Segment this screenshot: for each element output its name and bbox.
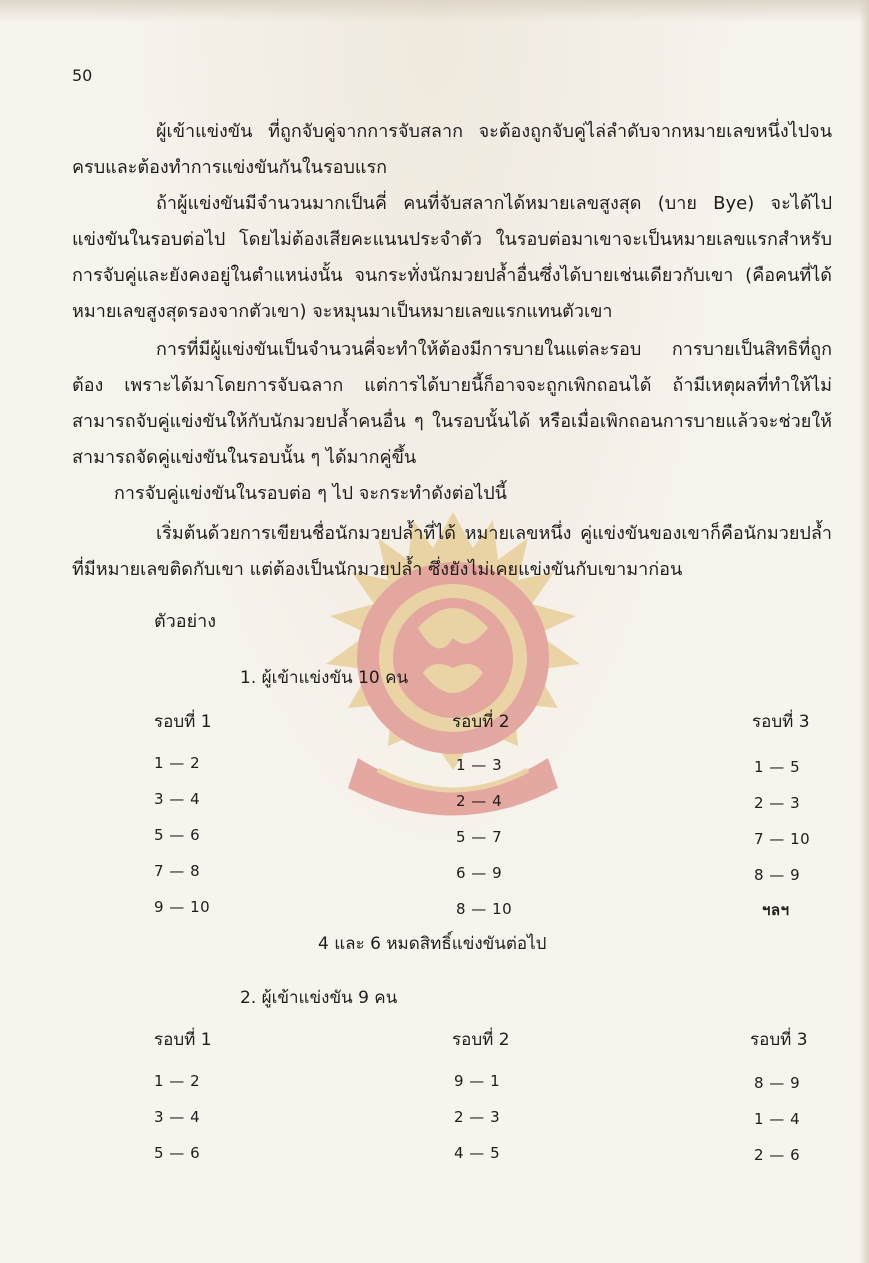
paragraph-4: การจับคู่แข่งขันในรอบต่อ ๆ ไป จะกระทำดังต่อไปนี้ [114, 483, 507, 504]
example-1-round-2-pair: 6 — 9 [456, 864, 503, 882]
example-1-round-1-pair: 3 — 4 [154, 790, 201, 808]
example-2-round-3-pair: 8 — 9 [754, 1074, 801, 1092]
example-1-round-1-label: รอบที่ 1 [154, 712, 212, 732]
example-2-round-2-label: รอบที่ 2 [452, 1030, 510, 1050]
example-2-round-1-pair: 3 — 4 [154, 1108, 201, 1126]
example-1-round-1-pair: 1 — 2 [154, 754, 201, 772]
example-2-round-1-pair: 1 — 2 [154, 1072, 201, 1090]
example-1-round-3-pair: 8 — 9 [754, 866, 801, 884]
example-1-round-2-pair: 1 — 3 [456, 756, 503, 774]
example-1-round-3-pair: 1 — 5 [754, 758, 801, 776]
page-number: 50 [72, 66, 93, 85]
example-1-round-2-pair: 8 — 10 [456, 900, 513, 918]
scan-shadow-right [859, 0, 869, 1263]
example-2-round-3-label: รอบที่ 3 [750, 1030, 808, 1050]
example-label: ตัวอย่าง [154, 611, 217, 632]
example-1-title: 1. ผู้เข้าแข่งขัน 10 คน [240, 668, 409, 688]
example-1-round-2-pair: 5 — 7 [456, 828, 503, 846]
paragraph-3: การที่มีผู้แข่งขันเป็นจำนวนคี่จะทำให้ต้องมีการบายในแต่ละรอบ การบายเป็นสิทธิที่ถูกต้อง เพราะได้มาโดยการจับฉลาก แต่การได้บายนี้ก็อาจจะถูกเพิกถอนได้ ถ้ามีเหตุผลที่ทำให้ไม่สามารถจับคู่แข่งขันให้กับนักมวยปล้ำคนอื่น ๆ ในรอบนั้นได้ หรือเมื่อเพิกถอนการบายแล้วจะช่วยให้สามารถจัดคู่แข่งขันในรอบนั้น ๆ ได้มากคู่ขึ้น [72, 339, 832, 468]
example-2-round-2-pair: 4 — 5 [454, 1144, 501, 1162]
example-2-title: 2. ผู้เข้าแข่งขัน 9 คน [240, 988, 398, 1008]
example-1-note: 4 และ 6 หมดสิทธิ์แข่งขันต่อไป [318, 934, 547, 954]
example-2-round-2-pair: 2 — 3 [454, 1108, 501, 1126]
example-1-round-3-etc: ฯลฯ [762, 901, 790, 919]
example-1-round-2-label: รอบที่ 2 [452, 712, 510, 732]
example-1-round-1-pair: 9 — 10 [154, 898, 211, 916]
paragraph-2: ถ้าผู้แข่งขันมีจำนวนมากเป็นคี่ คนที่จับสลากได้หมายเลขสูงสุด (บาย Bye) จะได้ไปแข่งขันในรอบต่อไป โดยไม่ต้องเสียคะแนนประจำตัว ในรอบต่อมาเขาจะเป็นหมายเลขแรกสำหรับการจับคู่และยังคงอยู่ในตำแหน่งนั้น จนกระทั่งนักมวยปล้ำอื่นซึ่งได้บายเช่นเดียวกับเขา (คือคนที่ได้หมายเลขสูงสุดรองจากตัวเขา) จะหมุนมาเป็นหมายเลขแรกแทนตัวเขา [72, 193, 832, 322]
scan-shadow-top [0, 0, 869, 22]
example-2-round-1-pair: 5 — 6 [154, 1144, 201, 1162]
example-2-round-1-label: รอบที่ 1 [154, 1030, 212, 1050]
example-1-round-3-label: รอบที่ 3 [752, 712, 810, 732]
example-1-round-3-pair: 2 — 3 [754, 794, 801, 812]
example-2-round-3-pair: 1 — 4 [754, 1110, 801, 1128]
paragraph-1: ผู้เข้าแข่งขัน ที่ถูกจับคู่จากการจับสลาก จะต้องถูกจับคู่ไล่ลำดับจากหมายเลขหนึ่งไปจนครบและต้องทำการแข่งขันกันในรอบแรก [72, 121, 832, 178]
example-2-round-2-pair: 9 — 1 [454, 1072, 501, 1090]
paragraph-5: เริ่มต้นด้วยการเขียนชื่อนักมวยปล้ำที่ได้ หมายเลขหนึ่ง คู่แข่งขันของเขาก็คือนักมวยปล้ำที่มีหมายเลขติดกับเขา แต่ต้องเป็นนักมวยปล้ำ ซึ่งยังไม่เคยแข่งขันกับเขามาก่อน [72, 523, 832, 580]
example-1-round-1-pair: 7 — 8 [154, 862, 201, 880]
example-1-round-3-pair: 7 — 10 [754, 830, 811, 848]
example-1-round-1-pair: 5 — 6 [154, 826, 201, 844]
example-1-round-2-pair: 2 — 4 [456, 792, 503, 810]
example-2-round-3-pair: 2 — 6 [754, 1146, 801, 1164]
